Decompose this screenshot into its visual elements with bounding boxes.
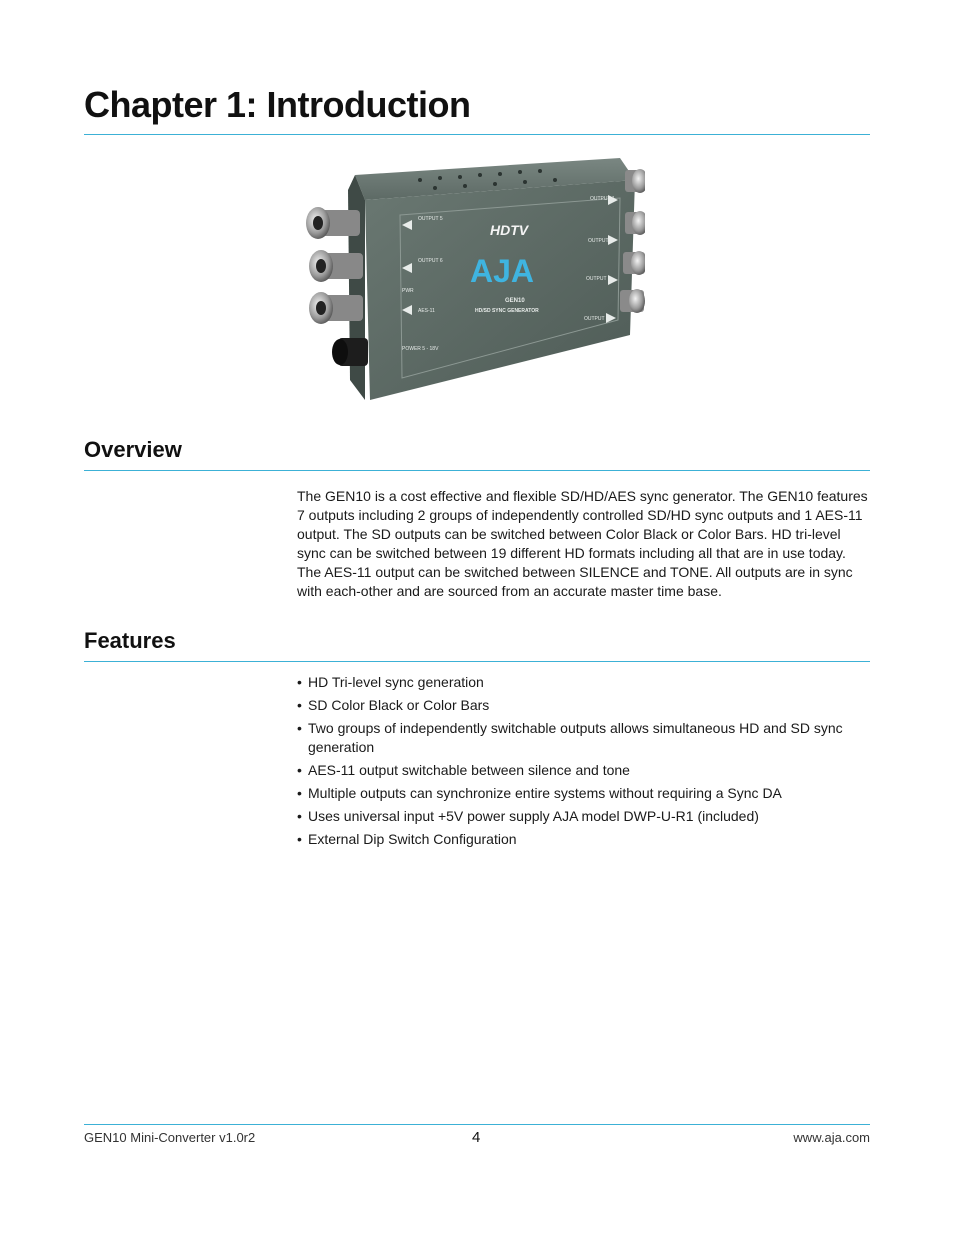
footer-doc-name: GEN10 Mini-Converter v1.0r2 (84, 1130, 256, 1145)
device-label-brand: AJA (470, 253, 535, 289)
device-label-output-2: OUTPUT 2 (588, 238, 613, 244)
device-label-aes: AES-11 (418, 308, 435, 314)
feature-item: • AES-11 output switchable between silence and tone (297, 762, 630, 778)
features-divider (84, 661, 870, 662)
device-label-output-5: OUTPUT 5 (418, 216, 443, 222)
device-label-output-1: OUTPUT 1 (590, 196, 615, 202)
bnc-connector-left (306, 207, 363, 324)
bullet-icon: • (297, 785, 302, 801)
feature-item: • Two groups of independently switchable outputs allows simultaneous HD and SD sync generation (297, 720, 843, 755)
page-number: 4 (472, 1129, 481, 1146)
product-image (300, 150, 645, 405)
overview-paragraph: The GEN10 is a cost effective and flexible SD/HD/AES sync generator. The GEN10 features 7 outputs including 2 groups of independently controlled SD/HD sync outputs and 1 AES-11 output. The SD outputs can be switched between Color Black or Color Bars. HD tri-level sync can be switched between 19 different HD formats including all that are in use today. The AES-11 output can be switched between SILENCE and TONE. All outputs are in sync with each-other and are sourced from an accurate master time base. (297, 488, 868, 599)
bullet-icon: • (297, 762, 302, 778)
chapter-title: Chapter 1: Introduction (84, 84, 471, 125)
power-jack (332, 338, 368, 366)
title-divider (84, 134, 870, 135)
feature-item: • Multiple outputs can synchronize entire systems without requiring a Sync DA (297, 785, 782, 801)
bullet-icon: • (297, 697, 302, 713)
bullet-icon: • (297, 808, 302, 824)
device-label-hdtv: HDTV (490, 222, 529, 238)
device-label-model: GEN10 (505, 298, 525, 304)
features-heading: Features (84, 628, 176, 653)
overview-divider (84, 470, 870, 471)
device-label-power: POWER 5 - 18V (402, 346, 439, 352)
overview-heading: Overview (84, 437, 182, 462)
device-label-output-6: OUTPUT 6 (418, 258, 443, 264)
feature-item: • External Dip Switch Configuration (297, 831, 517, 847)
bullet-icon: • (297, 720, 302, 736)
feature-item: • SD Color Black or Color Bars (297, 697, 490, 713)
bullet-icon: • (297, 831, 302, 847)
footer-divider (84, 1124, 870, 1125)
device-label-pwr: PWR (402, 288, 414, 294)
footer-website-link[interactable]: www.aja.com (793, 1130, 870, 1145)
bullet-icon: • (297, 674, 302, 690)
feature-item: • HD Tri-level sync generation (297, 674, 484, 690)
features-list (297, 673, 871, 853)
device-label-output-3: OUTPUT 3 (586, 276, 611, 282)
feature-item: • Uses universal input +5V power supply AJA model DWP-U-R1 (included) (297, 808, 759, 824)
device-label-output-4: OUTPUT 4 (584, 316, 609, 322)
device-label-model-sub: HD/SD SYNC GENERATOR (475, 308, 539, 314)
